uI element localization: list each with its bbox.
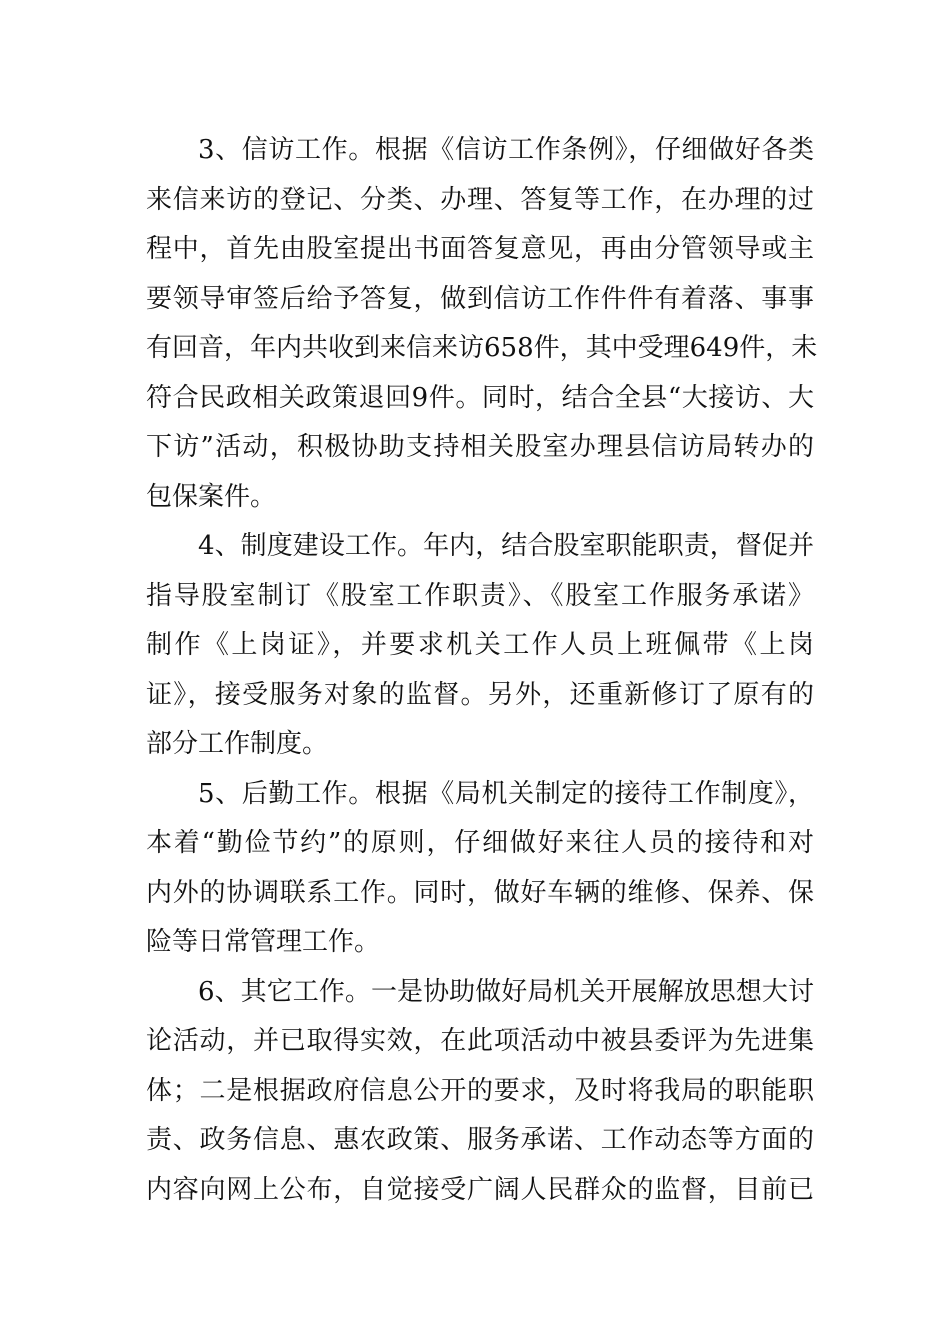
text-line: 制作《上岗证》，并要求机关工作人员上班佩带《上岗 (146, 630, 814, 660)
text-line: 6、其它工作。一是协助做好局机关开展解放思想大讨 (198, 976, 814, 1007)
text-line: 要领导审签后给予答复，做到信访工作件件有着落、事事 (146, 283, 814, 314)
text-line: 指导股室制订《股室工作职责》、《股室工作服务承诺》 (146, 580, 814, 611)
text-line: 4、制度建设工作。年内，结合股室职能职责，督促并 (198, 531, 814, 561)
text-line: 包保案件。 (146, 481, 277, 512)
text-line: 部分工作制度。 (146, 729, 329, 759)
paragraph-letters-visits (146, 126, 818, 522)
text-line: 3、信访工作。根据《信访工作条例》，仔细做好各类 (198, 135, 814, 165)
text-line: 内容向网上公布，自觉接受广阔人民群众的监督，目前已 (146, 1174, 814, 1205)
text-line: 来信来访的登记、分类、办理、答复等工作，在办理的过 (146, 184, 814, 215)
text-line: 下访”活动，积极协助支持相关股室办理县信访局转办的 (146, 432, 814, 462)
text-line: 内外的协调联系工作。同时，做好车辆的维修、保养、保 (146, 877, 814, 908)
text-line: 5、后勤工作。根据《局机关制定的接待工作制度》， (198, 778, 814, 809)
paragraph-logistics (146, 770, 814, 968)
text-line: 责、政务信息、惠农政策、服务承诺、工作动态等方面的 (146, 1125, 814, 1155)
document-body (146, 126, 818, 1215)
text-line: 符合民政相关政策退回9件。同时，结合全县“大接访、大 (146, 382, 814, 413)
text-line: 证》，接受服务对象的监督。另外，还重新修订了原有的 (146, 679, 814, 710)
text-line: 险等日常管理工作。 (146, 927, 381, 957)
paragraph-other-work (146, 968, 814, 1216)
text-line: 本着“勤俭节约”的原则，仔细做好来往人员的接待和对 (146, 828, 814, 858)
text-line: 体；二是根据政府信息公开的要求，及时将我局的职能职 (146, 1075, 814, 1106)
text-line: 程中，首先由股室提出书面答复意见，再由分管领导或主 (146, 234, 814, 264)
text-line: 论活动，并已取得实效，在此项活动中被县委评为先进集 (146, 1026, 814, 1056)
paragraph-system-building (146, 522, 814, 770)
text-line: 有回音，年内共收到来信来访658件，其中受理649件，未 (146, 333, 818, 363)
